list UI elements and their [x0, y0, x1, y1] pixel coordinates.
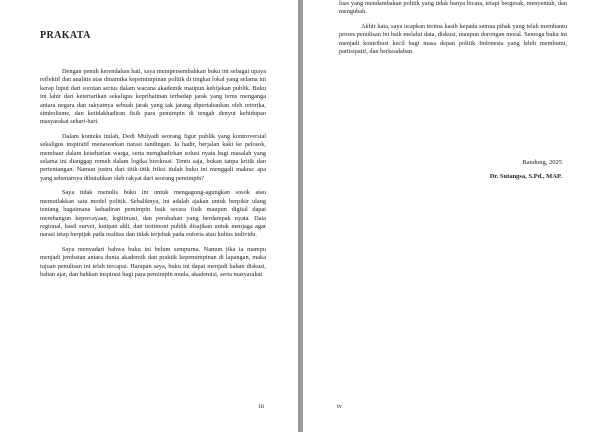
right-page: [303, 0, 600, 432]
page-number: iv: [337, 403, 343, 410]
continuation-text: luas yang mendambakan politik yang tidak hanya bicara, tetapi bergerak, menyentuh, dan mengubah.: [339, 0, 567, 16]
paragraph-2: Dalam konteks itulah, Dedi Mulyadi seorang figur publik yang kontroversial sekaligus inspiratif menawarkan narasi tandingan. Ia hadir, berjalan kaki ke pelosok, membaur dalam keseharian warga, serta menghadirkan solusi nyata bagi masalah yang selama ini dianggap remeh dalam logika birokrasi. Tentu saja, bukan tanpa kritik dan pertentangan. Namun justru dari titik-titik friksi itulah buku ini menggali makna: apa yang sebenarnya dibutuhkan oleh rakyat dari seorang pemimpin?: [40, 132, 266, 182]
paragraph-4: Saya menyadari bahwa buku ini belum sempurna. Namun jika ia mampu menjadi jembatan antara dunia akademik dan praktik kepemimpinan di lapangan, maka tujuan penulisan ini telah tercapai. Harapan saya, buku ini dapat menjadi bahan diskusi, bahan ajar, dan bahkan inspirasi bagi para pemimpin muda, akademisi, serta masyarakat: [40, 245, 266, 278]
page-number: iii: [258, 403, 264, 410]
paragraph-1: Dengan penuh kerendahan hati, saya mempersembahkan buku ini sebagai upaya reflektif dan analitis atas dinamika kepemimpinan politik di tingkat lokal yang selama ini kerap luput dari sorotan serius dalam wacana akademik maupun kebijakan publik. Buku ini lahir dari ketertarikan sekaligus keprihatinan terhadap jarak yang terus menganga antara negara dan rakyatnya sebuah jarak yang tak jarang dipertahankan oleh retorika, simbolisme, dan ketidakhadiran fisik para pemimpin di tengah denyut kehidupan masyarakat sehari-hari.: [40, 68, 266, 126]
preface-body-continued: [339, 0, 567, 62]
author-name: Dr. Sutangsa, S.Pd., MAP.: [489, 173, 562, 180]
closing-paragraph: Akhir kata, saya ucapkan terima kasih kepada semua pihak yang telah membantu proses penulisan ini baik melalui data, diskusi, maupun dorongan moral. Semoga buku ini menjadi kontribusi kecil bagi masa depan politik Indonesia yang lebih membumi, partisipatif, dan berkeadaban.: [339, 22, 567, 56]
left-page: [0, 0, 298, 432]
paragraph-3: Saya tidak menulis buku ini untuk mengagung-agungkan sosok atau memutlakkan satu model politik. Sebaliknya, ini adalah ajakan untuk berpikir ulang tentang bagaimana kehadiran pemimpin baik secara fisik maupun digital dapat membangun kepercayaan, legitimasi, dan perubahan yang berdampak nyata. Data regional, hasil survei, kutipan ahli, dan testimoni publik disajikan untuk menjaga agar narasi tetap berpijak pada realitas dan tidak terjebak pada euforia atau kultus individu.: [40, 189, 266, 239]
place-date: Bandung, 2025: [522, 159, 562, 166]
preface-body: [40, 68, 266, 285]
page-title: PRAKATA: [40, 30, 91, 41]
